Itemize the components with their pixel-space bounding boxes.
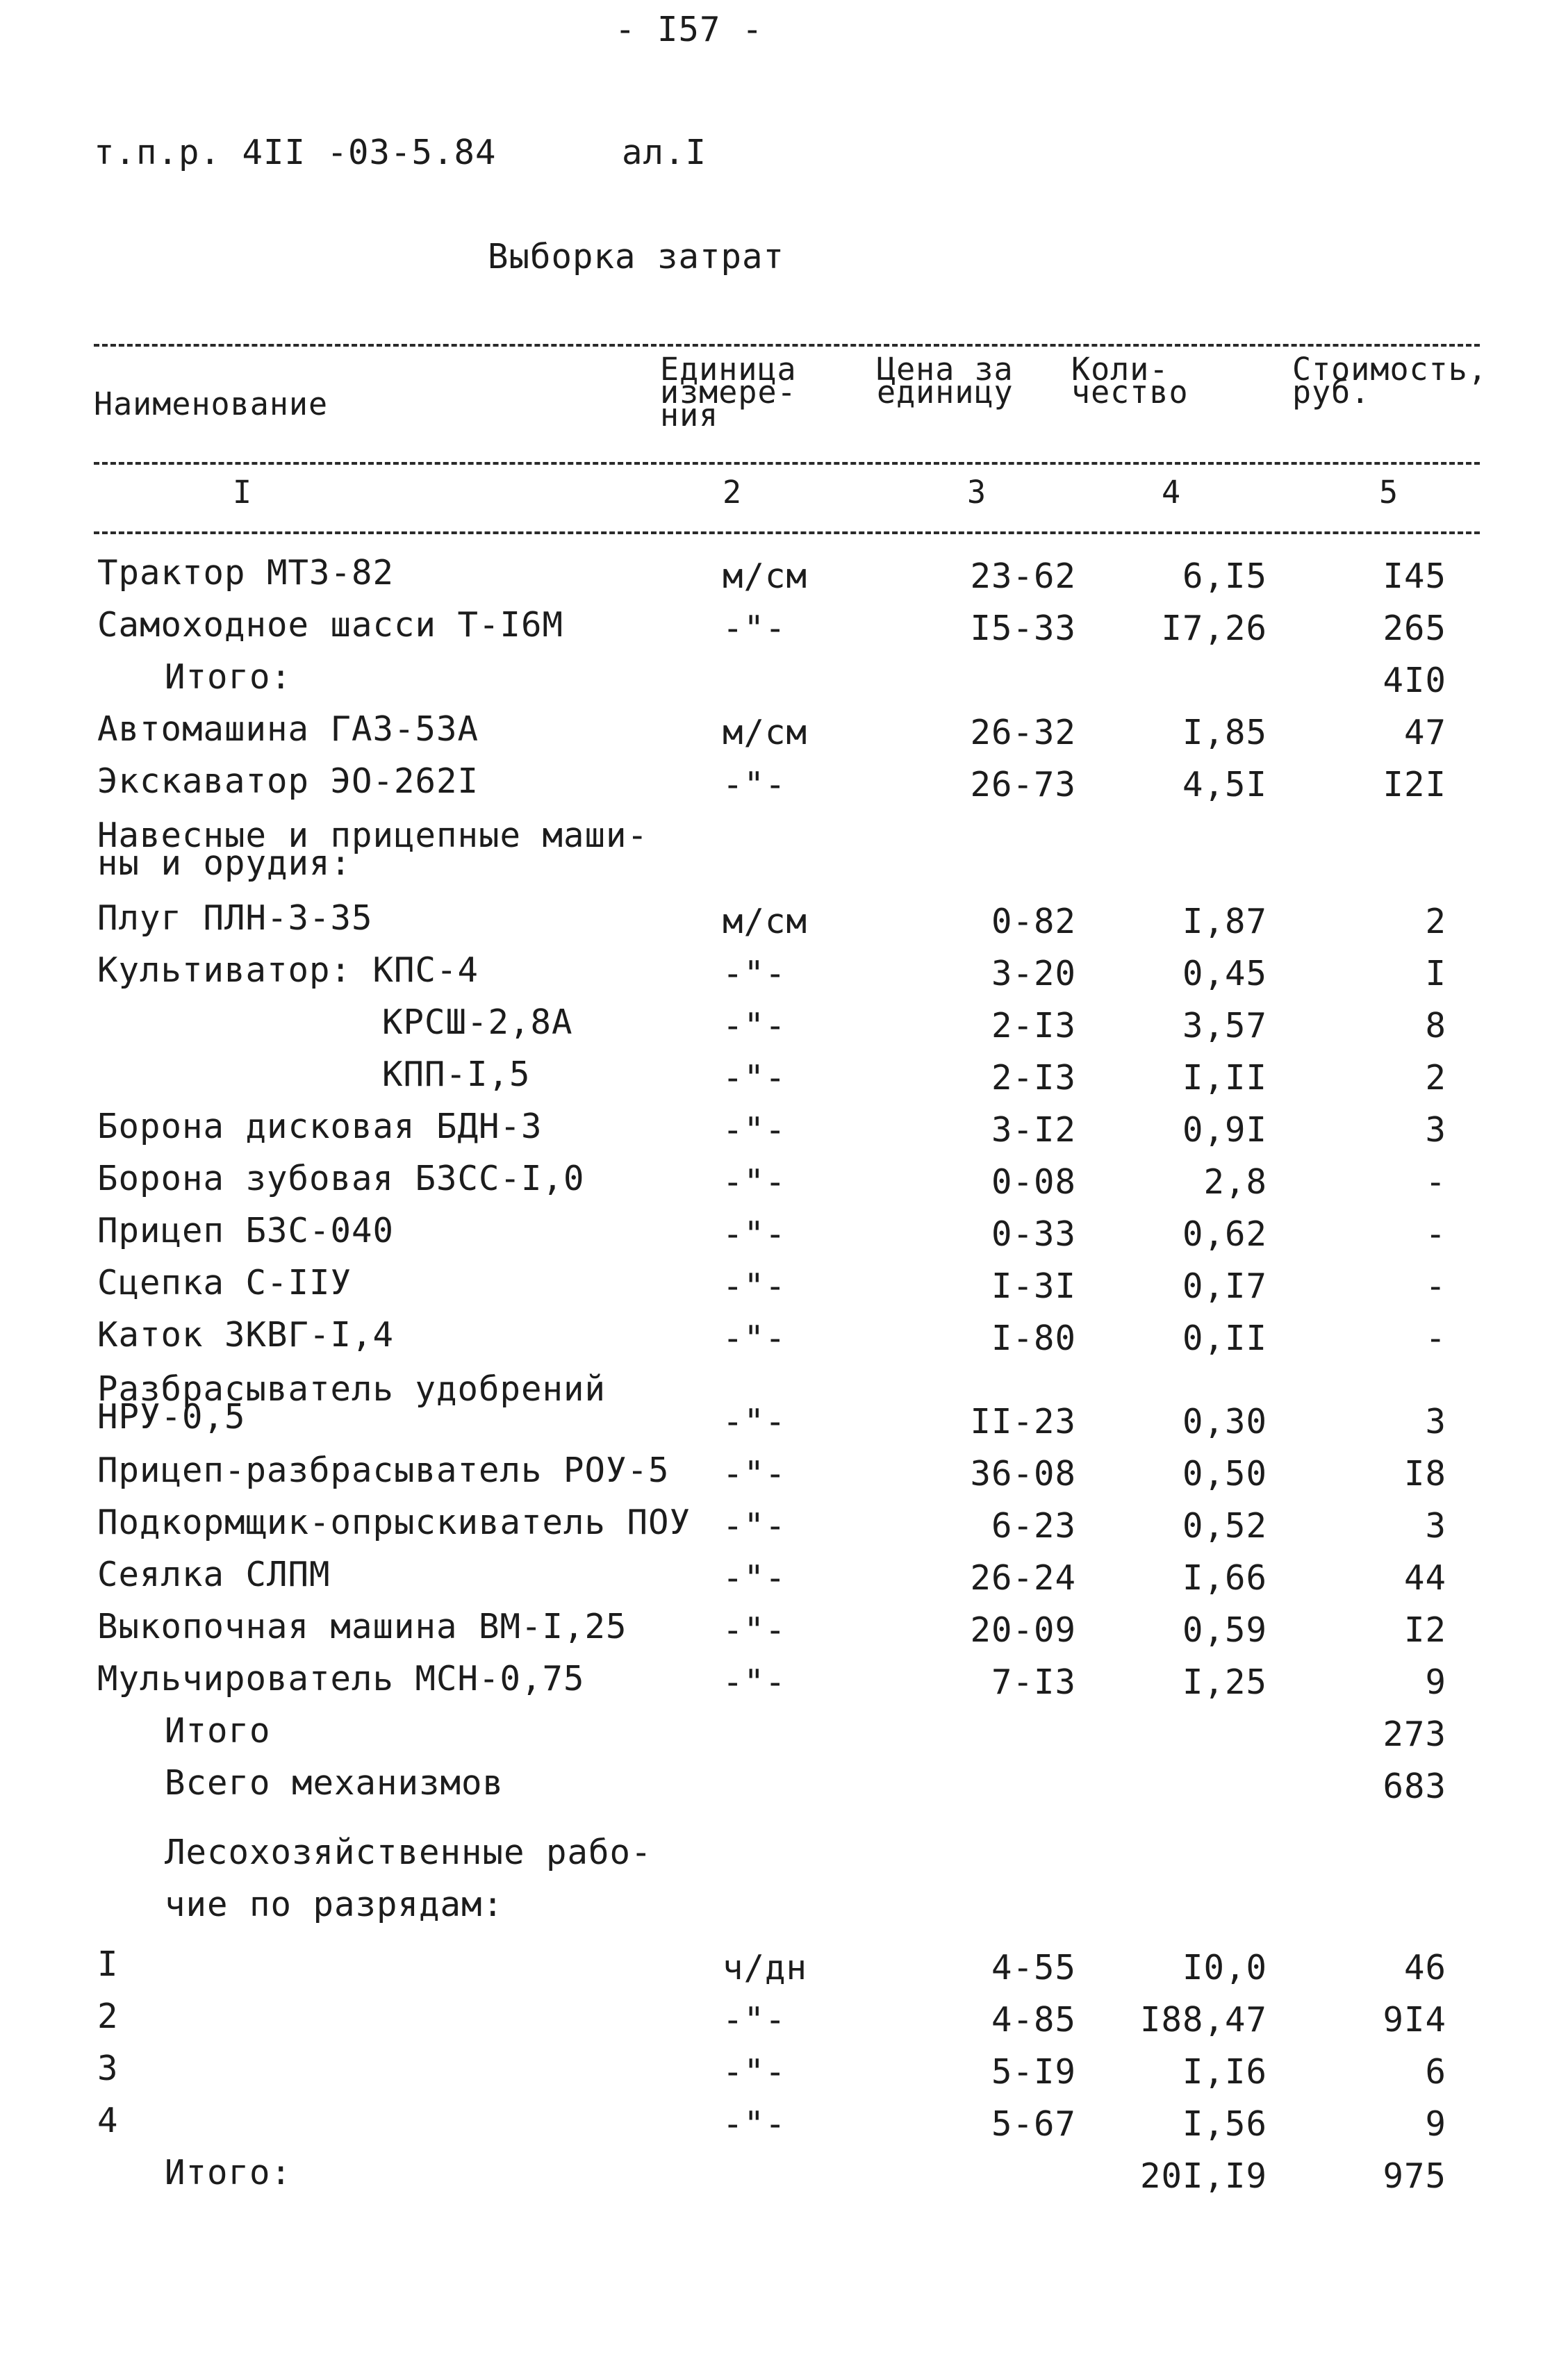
row-cost: - xyxy=(1425,1266,1446,1306)
row-unit: -"- xyxy=(723,609,786,648)
row-quantity: 0,I7 xyxy=(1182,1266,1267,1306)
row-quantity: I,85 xyxy=(1182,713,1267,752)
table-row xyxy=(0,950,1559,998)
column-number: 5 xyxy=(1379,474,1399,511)
row-cost: - xyxy=(1425,1319,1446,1358)
row-name: I xyxy=(97,1944,119,1984)
row-cost: 6 xyxy=(1425,2052,1446,2092)
row-unit: -"- xyxy=(723,1162,786,1202)
row-unit: -"- xyxy=(723,1319,786,1358)
row-unit: м/см xyxy=(723,713,808,752)
row-name: Каток ЗКВГ-I,4 xyxy=(97,1315,395,1355)
table-row xyxy=(0,1885,1559,1933)
row-price: 4-85 xyxy=(991,2000,1076,2040)
row-price: 23-62 xyxy=(970,556,1076,596)
row-quantity: I,25 xyxy=(1182,1662,1267,1702)
row-quantity: 4,5I xyxy=(1182,765,1267,804)
table-row xyxy=(0,1997,1559,2044)
row-name: Подкормщик-опрыскиватель ПОУ xyxy=(97,1503,691,1542)
table-row xyxy=(0,1211,1559,1259)
row-cost: I xyxy=(1425,954,1446,993)
row-name: КПП-I,5 xyxy=(382,1055,531,1094)
table-row xyxy=(0,1833,1559,1881)
row-name: Мульчирователь МСН-0,75 xyxy=(97,1659,585,1699)
row-cost: 273 xyxy=(1383,1714,1446,1754)
row-quantity: 6,I5 xyxy=(1182,556,1267,596)
row-price: 5-I9 xyxy=(991,2052,1076,2092)
table-row xyxy=(0,1159,1559,1207)
row-price: 0-82 xyxy=(991,902,1076,941)
table-row xyxy=(0,2153,1559,2201)
table-row xyxy=(0,1263,1559,1311)
row-cost: 4I0 xyxy=(1383,661,1446,700)
table-row xyxy=(0,1607,1559,1655)
row-cost: 3 xyxy=(1425,1506,1446,1546)
row-name: Прицеп-разбрасыватель РОУ-5 xyxy=(97,1451,670,1490)
table-row xyxy=(0,1369,1559,1445)
row-price: 2-I3 xyxy=(991,1058,1076,1098)
row-quantity: I7,26 xyxy=(1161,609,1267,648)
row-unit: -"- xyxy=(723,1110,786,1150)
row-quantity: I,I6 xyxy=(1182,2052,1267,2092)
row-quantity: I88,47 xyxy=(1139,2000,1267,2040)
row-name: Навесные и прицепные маши- ны и орудия: xyxy=(97,816,649,883)
row-unit: м/см xyxy=(723,556,808,596)
row-cost: - xyxy=(1425,1162,1446,1202)
row-unit: -"- xyxy=(723,1402,786,1441)
row-quantity: I0,0 xyxy=(1182,1948,1267,1988)
row-price: 26-32 xyxy=(970,713,1076,752)
table-row xyxy=(0,2049,1559,2097)
column-number: 2 xyxy=(723,474,743,511)
row-unit: -"- xyxy=(723,1058,786,1098)
table-row xyxy=(0,605,1559,653)
row-unit: -"- xyxy=(723,2000,786,2040)
row-price: 2-I3 xyxy=(991,1006,1076,1046)
column-number: 4 xyxy=(1162,474,1182,511)
row-price: 4-55 xyxy=(991,1948,1076,1988)
row-price: 3-I2 xyxy=(991,1110,1076,1150)
row-cost: I2I xyxy=(1383,765,1446,804)
table-row xyxy=(0,2101,1559,2149)
row-cost: 975 xyxy=(1383,2156,1446,2196)
table-row xyxy=(0,816,1559,891)
row-unit: -"- xyxy=(723,1454,786,1494)
row-name: Самоходное шасси Т-I6М xyxy=(97,605,564,645)
row-cost: 9 xyxy=(1425,2104,1446,2144)
page-number: - I57 - xyxy=(615,10,764,49)
row-unit: -"- xyxy=(723,1214,786,1254)
row-quantity: 0,62 xyxy=(1182,1214,1267,1254)
row-quantity: 3,57 xyxy=(1182,1006,1267,1046)
row-name: Трактор МТЗ-82 xyxy=(97,553,395,593)
table-row xyxy=(0,1107,1559,1155)
table-row xyxy=(0,1659,1559,1707)
row-cost: 2 xyxy=(1425,902,1446,941)
table-row xyxy=(0,898,1559,946)
header-name: Наименование xyxy=(94,386,329,422)
header-bottom-divider xyxy=(94,531,1480,534)
row-quantity: 0,30 xyxy=(1182,1402,1267,1441)
header-unit: Единица измере- ния xyxy=(660,351,797,433)
row-quantity: 0,II xyxy=(1182,1319,1267,1358)
row-cost: I8 xyxy=(1403,1454,1446,1494)
row-cost: 9 xyxy=(1425,1662,1446,1702)
row-cost: I2 xyxy=(1403,1610,1446,1650)
row-unit: -"- xyxy=(723,2052,786,2092)
row-quantity: 0,50 xyxy=(1182,1454,1267,1494)
row-name: Выкопочная машина ВМ-I,25 xyxy=(97,1607,627,1646)
header-middle-divider xyxy=(94,462,1480,465)
row-name: чие по разрядам: xyxy=(165,1885,504,1924)
row-name: Экскаватор ЭО-262I xyxy=(97,761,479,801)
row-unit: -"- xyxy=(723,954,786,993)
column-number: 3 xyxy=(967,474,987,511)
row-quantity: 0,59 xyxy=(1182,1610,1267,1650)
row-quantity: 20I,I9 xyxy=(1139,2156,1267,2196)
row-price: 0-33 xyxy=(991,1214,1076,1254)
row-cost: 3 xyxy=(1425,1402,1446,1441)
row-name: Лесохозяйственные рабо- xyxy=(165,1833,652,1872)
row-price: I-80 xyxy=(991,1319,1076,1358)
row-price: 26-73 xyxy=(970,765,1076,804)
row-name: 3 xyxy=(97,2049,119,2088)
table-row xyxy=(0,1711,1559,1759)
row-unit: ч/дн xyxy=(723,1948,808,1988)
row-unit: -"- xyxy=(723,1266,786,1306)
header-cost: Стоимость, руб. xyxy=(1292,351,1487,411)
row-cost: 8 xyxy=(1425,1006,1446,1046)
row-price: I5-33 xyxy=(970,609,1076,648)
sheet-reference: ал.I xyxy=(622,133,707,172)
row-name: Итого: xyxy=(165,2153,292,2192)
table-row xyxy=(0,1315,1559,1363)
row-name: Сеялка СЛПМ xyxy=(97,1555,331,1594)
row-name: Плуг ПЛН-3-35 xyxy=(97,898,373,938)
row-name: Итого xyxy=(165,1711,271,1751)
table-row xyxy=(0,1451,1559,1498)
table-row xyxy=(0,1944,1559,1992)
row-quantity: 2,8 xyxy=(1203,1162,1267,1202)
row-price: I-3I xyxy=(991,1266,1076,1306)
row-cost: 3 xyxy=(1425,1110,1446,1150)
row-name: Культиватор: КПС-4 xyxy=(97,950,479,990)
row-unit: -"- xyxy=(723,2104,786,2144)
row-cost: I45 xyxy=(1383,556,1446,596)
row-cost: 9I4 xyxy=(1383,2000,1446,2040)
column-number: I xyxy=(233,474,253,511)
table-row xyxy=(0,1055,1559,1102)
row-price: 5-67 xyxy=(991,2104,1076,2144)
header-quantity: Коли- чество xyxy=(1071,351,1189,411)
row-cost: 2 xyxy=(1425,1058,1446,1098)
row-price: 7-I3 xyxy=(991,1662,1076,1702)
document-reference: т.п.р. 4II -03-5.84 xyxy=(94,133,497,172)
row-name: Автомашина ГАЗ-53А xyxy=(97,709,479,749)
row-name: 2 xyxy=(97,1997,119,2036)
row-price: 36-08 xyxy=(970,1454,1076,1494)
table-row xyxy=(0,761,1559,809)
row-name: Борона дисковая БДН-3 xyxy=(97,1107,543,1146)
table-row xyxy=(0,1555,1559,1603)
table-row xyxy=(0,1002,1559,1050)
row-quantity: 0,9I xyxy=(1182,1110,1267,1150)
row-name: 4 xyxy=(97,2101,119,2140)
row-cost: - xyxy=(1425,1214,1446,1254)
row-name: Сцепка С-IIУ xyxy=(97,1263,352,1303)
row-quantity: I,66 xyxy=(1182,1558,1267,1598)
row-cost: 44 xyxy=(1403,1558,1446,1598)
row-name: Итого: xyxy=(165,657,292,697)
row-price: 6-23 xyxy=(991,1506,1076,1546)
table-title: Выборка затрат xyxy=(488,237,785,276)
row-price: II-23 xyxy=(970,1402,1076,1441)
row-cost: 683 xyxy=(1383,1767,1446,1806)
row-name: КРСШ-2,8А xyxy=(382,1002,573,1042)
row-unit: -"- xyxy=(723,1006,786,1046)
table-row xyxy=(0,1763,1559,1811)
row-cost: 265 xyxy=(1383,609,1446,648)
row-price: 3-20 xyxy=(991,954,1076,993)
table-row xyxy=(0,1503,1559,1551)
row-name: Разбрасыватель удобрений НРУ-0,5 xyxy=(97,1369,607,1437)
row-unit: м/см xyxy=(723,902,808,941)
row-price: 20-09 xyxy=(970,1610,1076,1650)
row-quantity: I,87 xyxy=(1182,902,1267,941)
row-unit: -"- xyxy=(723,765,786,804)
header-top-divider xyxy=(94,344,1480,347)
row-name: Борона зубовая БЗСС-I,0 xyxy=(97,1159,585,1198)
row-name: Прицеп БЗС-040 xyxy=(97,1211,395,1250)
row-quantity: I,56 xyxy=(1182,2104,1267,2144)
column-number-row xyxy=(0,474,1559,511)
row-unit: -"- xyxy=(723,1558,786,1598)
row-price: 26-24 xyxy=(970,1558,1076,1598)
row-unit: -"- xyxy=(723,1662,786,1702)
row-quantity: 0,45 xyxy=(1182,954,1267,993)
row-quantity: I,II xyxy=(1182,1058,1267,1098)
row-price: 0-08 xyxy=(991,1162,1076,1202)
header-price: Цена за единицу xyxy=(877,351,1014,411)
row-quantity: 0,52 xyxy=(1182,1506,1267,1546)
row-cost: 46 xyxy=(1403,1948,1446,1988)
row-unit: -"- xyxy=(723,1506,786,1546)
row-name: Всего механизмов xyxy=(165,1763,504,1803)
row-unit: -"- xyxy=(723,1610,786,1650)
table-row xyxy=(0,657,1559,705)
table-row xyxy=(0,553,1559,601)
table-row xyxy=(0,709,1559,757)
row-cost: 47 xyxy=(1403,713,1446,752)
